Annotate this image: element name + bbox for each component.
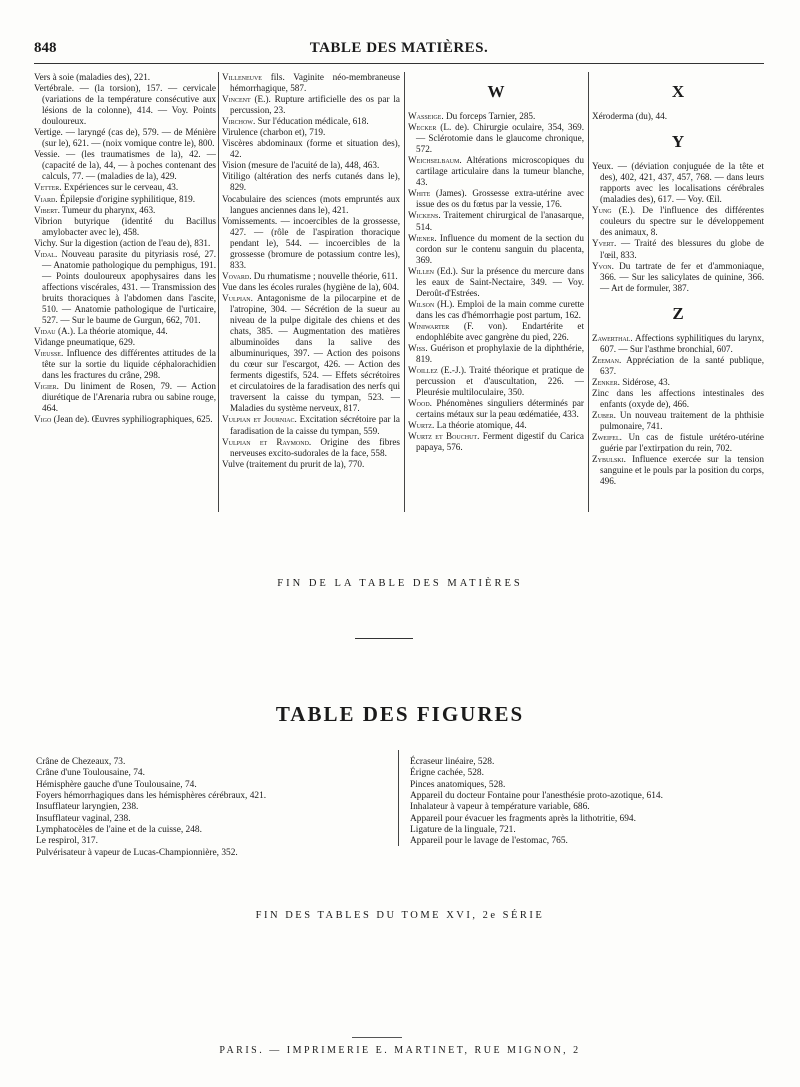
author-name: Vidau: [34, 326, 56, 337]
column-divider: [398, 750, 399, 846]
index-column-3: [408, 72, 584, 454]
author-name: Vetter.: [34, 182, 62, 193]
entry-text: Vessie. — (les traumatismes de la), 42. — (capacité de la), 44, — à poches contenant des calculs, 77. — (maladies de la), 429.: [34, 149, 216, 182]
entry-text: (James). Grossesse extra-utérine avec issue des os du fœtus par la vessie, 176.: [416, 188, 584, 210]
entry-text: Affections syphilitiques du larynx, 607. — Sur l'asthme bronchial, 607.: [600, 332, 764, 354]
author-name: Wasseige.: [408, 111, 444, 122]
entry-text: Yeux. — (déviation conjuguée de la tête et des), 402, 421, 437, 457, 768. — dans leurs rapports avec les localisations cérébrales (maladies des), 617. — Voy. Œil.: [592, 161, 764, 205]
entry-text: Origine des fibres nerveuses excito-sudorales de la face, 558.: [230, 436, 401, 458]
entry-text: Influence exercée sur la tension sanguine et le pouls par la position du corps, 496.: [600, 454, 764, 487]
index-entry: [222, 437, 400, 459]
index-entry: [592, 355, 764, 377]
index-entry: [222, 414, 400, 436]
index-entry: [34, 205, 216, 216]
entry-text: Excitation sécrétoire par la faradisation de la caisse du tympan, 559.: [230, 414, 401, 436]
index-entry: [34, 326, 216, 337]
index-entry: [408, 343, 584, 365]
entry-text: Épilepsie d'origine syphilitique, 819.: [57, 193, 196, 204]
index-entry: [222, 282, 400, 293]
entry-text: Vue dans les écoles rurales (hygiène de la), 604.: [222, 281, 400, 292]
index-entry: [592, 388, 764, 410]
figure-entry: Appareil pour évacuer les fragments après la lithotritie, 694.: [410, 813, 636, 824]
figure-entry: Érigne cachée, 528.: [410, 768, 484, 779]
entry-text: Sidérose, 43.: [619, 376, 670, 387]
author-name: Vulpian et Journiac.: [222, 414, 297, 425]
index-entry: [592, 432, 764, 454]
index-entry: [222, 216, 400, 271]
entry-text: Un cas de fistule urétéro-utérine guérie par l'extirpation du rein, 702.: [600, 432, 764, 454]
header-rule: [34, 63, 764, 64]
index-entry: [592, 261, 764, 294]
index-entry: [222, 459, 400, 470]
author-name: Wiener.: [408, 232, 437, 243]
index-entry: [408, 266, 584, 299]
column-divider: [404, 72, 405, 512]
author-name: Wurtz.: [408, 420, 435, 431]
figure-entry: Pulvérisateur à vapeur de Lucas-Championnière, 352.: [36, 847, 238, 858]
index-entry: [34, 182, 216, 193]
figure-entry: Appareil du docteur Fontaine pour l'anesthésie proto-azotique, 614.: [410, 791, 663, 802]
author-name: Vidal.: [34, 248, 58, 259]
column-divider: [218, 72, 219, 512]
index-entry: [222, 94, 400, 116]
author-name: Yvon.: [592, 260, 614, 271]
index-entry: [408, 420, 584, 431]
entry-text: (E.). Rupture artificielle des os par la percussion, 23.: [230, 94, 400, 116]
entry-text: Traitement chirurgical de l'anasarque, 514.: [416, 210, 584, 232]
figure-entry: Pinces anatomiques, 528.: [410, 779, 506, 790]
author-name: Zybulski.: [592, 454, 626, 465]
index-entry: [34, 249, 216, 326]
index-entry: [592, 238, 764, 260]
index-entry: [34, 149, 216, 182]
figure-entry: Insufflateur laryngien, 238.: [36, 802, 139, 813]
index-entry: [592, 410, 764, 432]
section-letter: Z: [672, 303, 684, 323]
entry-text: Virulence (charbon et), 719.: [222, 127, 326, 138]
entry-text: La théorie atomique, 44.: [434, 420, 527, 431]
running-title: TABLE DES MATIÈRES.: [309, 40, 489, 56]
author-name: Willen: [408, 265, 434, 276]
index-entry: [408, 188, 584, 210]
index-entry: [34, 337, 216, 348]
entry-text: Vibrion butyrique (identité du Bacillus amylobacter avec le), 458.: [34, 215, 216, 237]
entry-text: (H.). Emploi de la main comme curette dans les cas d'hémorrhagie post partum, 162.: [416, 298, 584, 320]
figure-entry: Foyers hémorrhagiques dans les hémisphères cérébraux, 421.: [36, 791, 267, 802]
index-entry: [34, 83, 216, 127]
entry-text: Vocabulaire des sciences (mots empruntés aux langues anciennes dans le), 421.: [222, 193, 400, 215]
entry-text: Vomissements. — incoercibles de la grossesse, 427. — (rôle de l'aspiration thoracique pendant le), 544. — incoercibles de la grossesse (bromure de potassium contre les), 833.: [222, 215, 400, 270]
entry-text: Vision (mesure de l'acuité de la), 448, 463.: [222, 160, 380, 171]
index-column-1: [34, 72, 216, 426]
index-entry: [592, 377, 764, 388]
entry-text: Vulve (traitement du prurit de la), 770.: [222, 458, 365, 469]
entry-text: Altérations microscopiques du cartilage articulaire dans la tumeur blanche, 43.: [416, 155, 584, 188]
index-columns: [34, 72, 764, 517]
entry-text: Du liniment de Rosen, 79. — Action diurétique de l'Arenaria rubra ou sabine rouge, 464.: [42, 381, 216, 414]
author-name: Woillez: [408, 365, 438, 376]
index-entry: [34, 238, 216, 249]
section-divider: [355, 638, 413, 639]
author-name: Wiss.: [408, 343, 428, 354]
author-name: Vibert.: [34, 204, 60, 215]
index-entry: [222, 171, 400, 193]
end-of-tables-note: [0, 910, 800, 921]
author-name: Zweifel.: [592, 432, 622, 443]
entry-text: Vidange pneumatique, 629.: [34, 337, 135, 348]
section-letter: Y: [671, 132, 685, 152]
index-column-2: [222, 72, 400, 470]
entry-text: Ferment digestif du Carica papaya, 576.: [416, 431, 584, 453]
figure-entry: Inhalateur à vapeur à température variable, 686.: [410, 802, 590, 813]
author-name: Winiwarter: [408, 320, 450, 331]
entry-text: (E.). De l'influence des différentes couleurs du spectre sur le développement des animaux, 8.: [600, 205, 764, 238]
figure-entry: Ligature de la linguale, 721.: [410, 825, 516, 836]
author-name: Vigo: [34, 414, 52, 425]
entry-text: (A.). La théorie atomique, 44.: [55, 326, 168, 337]
entry-text: Du forceps Tarnier, 285.: [443, 111, 536, 122]
entry-text: Xéroderma (du), 44.: [592, 111, 668, 122]
index-entry: [222, 138, 400, 160]
index-entry: [408, 155, 584, 188]
author-name: Viard.: [34, 193, 58, 204]
entry-text: Guérison et prophylaxie de la diphthérie, 819.: [416, 343, 584, 365]
figure-entry: Le respirol, 317.: [36, 836, 98, 847]
footer-rule: [352, 1037, 402, 1038]
author-name: White: [408, 188, 431, 199]
entry-text: (Ed.). Sur la présence du mercure dans les eaux de Saint-Nectaire, 349. — Voy. Deroût-d'Estrées.: [416, 265, 584, 298]
index-entry: [34, 194, 216, 205]
entry-text: Un nouveau traitement de la phthisie pulmonaire, 741.: [600, 410, 764, 432]
index-entry: [408, 233, 584, 266]
author-name: Zuber.: [592, 410, 616, 421]
index-entry: [408, 431, 584, 453]
entry-text: (E.-J.). Traité théorique et pratique de percussion et d'auscultation, 226. — Pleurésie multiloculaire, 350.: [416, 365, 584, 398]
entry-text: Sur l'éducation médicale, 618.: [255, 116, 369, 127]
section-letter: W: [487, 82, 505, 101]
author-name: Wickens.: [408, 210, 441, 221]
index-entry: [408, 321, 584, 343]
entry-text: Antagonisme de la pilocarpine et de l'atropine, 304. — Sécrétion de la sueur au niveau de la pulpe digitale des chiens et des chats, 385. — Augmentation des matières albuminoïdes dans la salive des albuminuriques, 397. — Action des poisons du cœur sur l'escargot, 426. — Action des ferments digestifs, 524. — Effets sécrétoires et circulatoires de la faradisation des nerfs qui traversent la caisse du tympan, 523. — Maladies du système nerveux, 817.: [230, 292, 400, 414]
author-name: Zeeman.: [592, 354, 622, 365]
index-entry: [408, 398, 584, 420]
entry-text: fils. Vaginite néo-membraneuse hémorrhagique, 587.: [230, 72, 400, 94]
entry-text: Zinc dans les affections intestinales des enfants (oxyde de), 466.: [592, 387, 764, 410]
index-entry: [592, 454, 764, 487]
index-entry: [408, 111, 584, 122]
index-entry: [222, 271, 400, 282]
printer-imprint: PARIS. — IMPRIMERIE E. MARTINET, RUE MIGNON, 2: [219, 1045, 581, 1056]
figure-entry: Appareil pour le lavage de l'estomac, 765.: [410, 836, 568, 847]
author-name: Wecker: [408, 122, 437, 133]
index-entry: [408, 210, 584, 232]
author-name: Vincent: [222, 94, 251, 105]
index-entry: [408, 365, 584, 398]
index-entry: [222, 72, 400, 94]
figure-entry: Crâne de Chezeaux, 73.: [36, 757, 126, 767]
figures-column-left: [36, 757, 386, 859]
entry-text: (L. de). Chirurgie oculaire, 354, 369. — Sclérotomie dans le glaucome chronique, 572.: [416, 122, 584, 155]
author-name: Weichselbaum.: [408, 155, 462, 166]
index-entry: [592, 333, 764, 355]
entry-text: (F. von). Endartérite et endophlébite avec gangrène du pied, 226.: [416, 320, 584, 342]
figure-entry: Écraseur linéaire, 528.: [410, 757, 495, 767]
end-of-tables-text: FIN DES TABLES DU TOME XVI, 2e SÉRIE: [255, 910, 545, 921]
index-entry: [222, 160, 400, 171]
index-entry: [222, 293, 400, 415]
index-entry: [34, 72, 216, 83]
column-divider: [588, 72, 589, 512]
index-entry: [408, 299, 584, 321]
entry-text: — Traité des blessures du globe de l'œil, 833.: [600, 238, 764, 260]
index-entry: [222, 127, 400, 138]
entry-text: Vitiligo (altération des nerfs cutanés dans le), 829.: [222, 171, 400, 193]
entry-text: Du rhumatisme ; nouvelle théorie, 611.: [251, 270, 398, 281]
author-name: Vieusse.: [34, 348, 64, 359]
index-entry: [592, 205, 764, 238]
entry-text: Phénomènes singuliers déterminés par certains métaux sur la peau œdématiée, 433.: [416, 398, 584, 420]
entry-text: Expériences sur le cerveau, 43.: [61, 182, 179, 193]
figure-entry: Insufflateur vaginal, 238.: [36, 813, 131, 824]
author-name: Zenker.: [592, 376, 620, 387]
author-name: Vulpian.: [222, 292, 253, 303]
entry-text: Vertige. — laryngé (cas de), 579. — de Ménière (sur le), 621. — (noix vomique contre le), 800.: [34, 127, 216, 149]
index-entry: [408, 122, 584, 155]
entry-text: Du tartrate de fer et d'ammoniaque, 366. — Sur les salicylates de quinine, 366. — Art de formuler, 387.: [600, 260, 764, 293]
index-entry: [222, 194, 400, 216]
entry-text: Influence du moment de la section du cordon sur le contenu sanguin du placenta, 369.: [416, 232, 584, 265]
index-entry: [592, 161, 764, 205]
author-name: Vigier.: [34, 381, 59, 392]
figure-entry: Hémisphère gauche d'une Toulousaine, 74.: [36, 779, 197, 790]
index-entry: [222, 116, 400, 127]
section-letter: X: [671, 82, 685, 101]
entry-text: Vers à soie (maladies des), 221.: [34, 72, 151, 82]
author-name: Wood.: [408, 398, 432, 409]
entry-text: Nouveau parasite du pityriasis rosé, 27. — Anatomie pathologique du pemphigus, 191. — Points douloureux apophysaires dans les affections viscérales, 431. — Transmission des bruits thoraciques à l'abdomen dans l'ascite, 510. — Anatomie pathologique de l'urticaire, 527. — Sur le baume de Gurgun, 662, 701.: [42, 248, 216, 326]
entry-text: Vichy. Sur la digestion (action de l'eau de), 831.: [34, 237, 211, 248]
author-name: Yung: [592, 205, 612, 216]
author-name: Wurtz et Bouchut.: [408, 431, 480, 442]
author-name: Wilson: [408, 298, 435, 309]
author-name: Vulpian et Raymond.: [222, 436, 312, 447]
index-entry: [34, 381, 216, 414]
index-entry: [592, 111, 764, 122]
index-entry: [34, 348, 216, 381]
index-column-4: [592, 72, 764, 487]
figures-column-right: [410, 757, 770, 848]
figures-title: TABLE DES FIGURES: [275, 702, 525, 726]
end-of-contents-note: FIN DE LA TABLE DES MATIÈRES: [277, 578, 523, 589]
index-entry: [34, 127, 216, 149]
page-number: 848: [34, 40, 57, 56]
figure-entry: Lymphatocèles de l'aine et de la cuisse, 248.: [36, 825, 202, 836]
entry-text: Tumeur du pharynx, 463.: [59, 204, 156, 215]
author-name: Virchow.: [222, 116, 256, 127]
index-entry: [34, 414, 216, 425]
entry-text: Vertébrale. — (la torsion), 157. — cervicale (variations de la température consécutive aux lésions de la colonne), 414. — Voy. Points douloureux.: [34, 83, 216, 127]
index-entry: [34, 216, 216, 238]
entry-text: Viscères abdominaux (forme et situation des), 42.: [222, 138, 400, 160]
author-name: Vovard.: [222, 270, 252, 281]
entry-text: (Jean de). Œuvres syphiliographiques, 625.: [51, 414, 213, 425]
figure-entry: Crâne d'une Toulousaine, 74.: [36, 768, 145, 779]
entry-text: Appréciation de la santé publique, 637.: [600, 354, 764, 376]
author-name: Zawerthal.: [592, 332, 633, 343]
entry-text: Influence des différentes attitudes de la tête sur la sortie du liquide céphalorachidien dans les fractures du crâne, 298.: [42, 348, 216, 381]
author-name: Yvert.: [592, 238, 617, 249]
author-name: Villeneuve: [222, 72, 262, 82]
